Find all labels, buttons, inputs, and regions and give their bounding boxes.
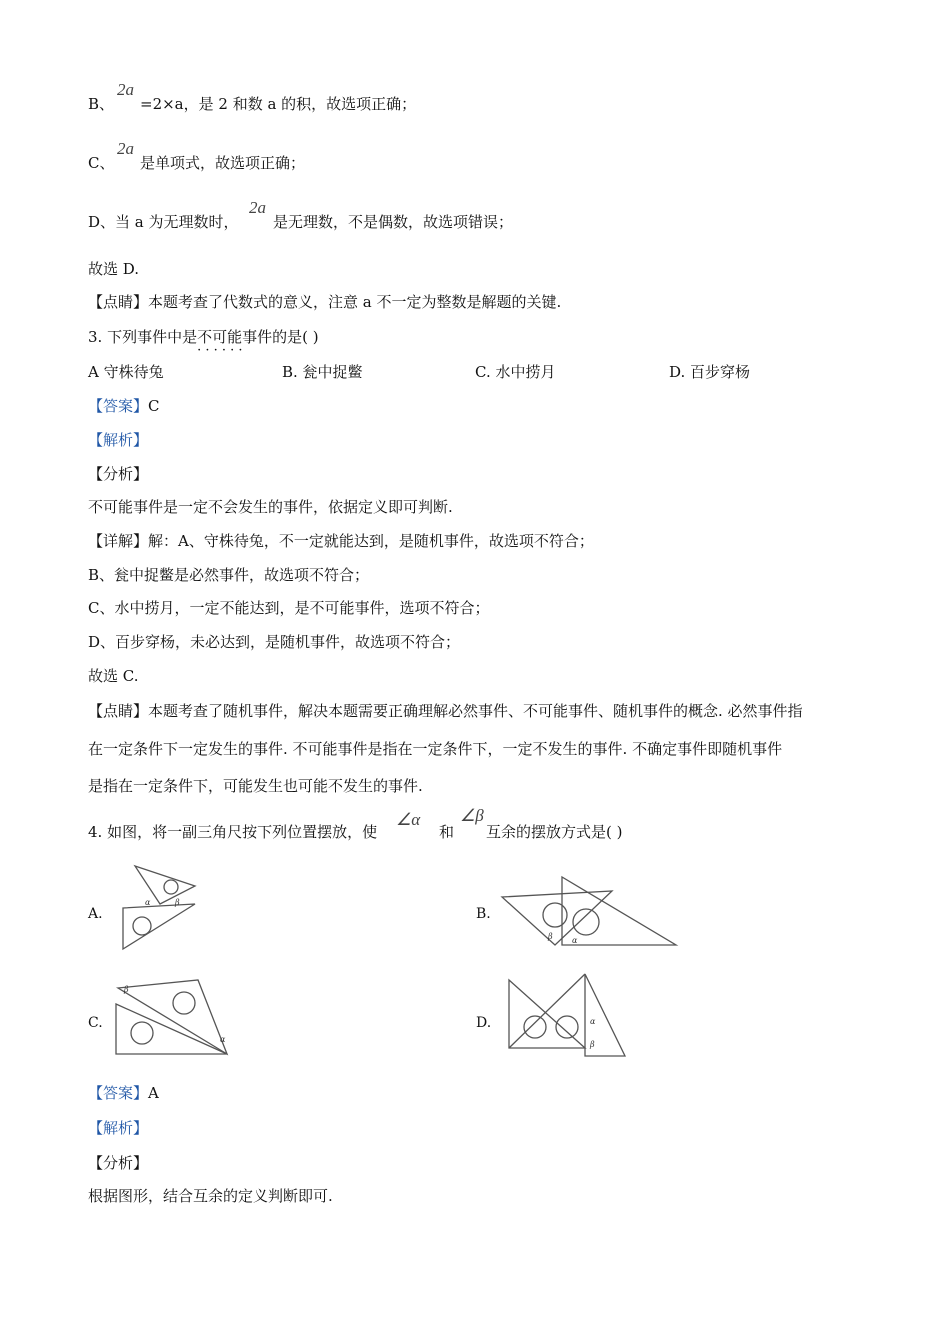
q4-answer-value: A [148,1084,159,1102]
q2-c-text: 是单项式，故选项正确； [140,154,306,172]
fig-d-beta: β [590,1040,595,1049]
q4-answer [88,1083,159,1103]
fig-a-beta: β [175,898,180,907]
q4-alpha: ∠α [396,810,421,829]
q2-b-text: =2×a，是 2 和数 a 的积，故选项正确； [140,95,417,113]
fig-a-triangle-top [135,866,195,904]
q2-comment: 【点睛】本题考查了代数式的意义，注意 a 不一定为整数是解题的关键. [88,293,562,311]
q2-d-prefix: D、当 a 为无理数时， [88,213,239,231]
q3-option-b: B. 瓮中捉鳖 [282,363,363,381]
fig-b-triangle-left [502,891,612,945]
fig-d-label: D. [476,1015,492,1031]
fig-b-circle-right [573,909,599,935]
q2-d-math: 2a [249,198,266,217]
q3-answer [88,396,160,416]
q3-fenxi-tag: 【分析】 [88,465,149,483]
q2-b-prefix: B、 [88,95,115,113]
fig-c-beta: β [124,985,129,994]
q4-beta: ∠β [460,806,484,825]
fig-d-hypotenuse [509,974,585,1048]
fig-d-circle-right [556,1016,578,1038]
q2-conclusion: 故选 D. [88,260,140,278]
fig-a-circle-bottom [133,917,151,935]
fig-c-triangle-upper [118,980,227,1054]
q4-fenxi-tag: 【分析】 [88,1154,149,1172]
q3-fenxi-text: 不可能事件是一定不会发生的事件，依据定义即可判断. [88,498,453,516]
figure-a [115,864,205,954]
q3-comment-3: 是指在一定条件下，可能发生也可能不发生的事件. [88,777,423,795]
q4-fenxi-text: 根据图形，结合互余的定义判断即可. [88,1187,333,1205]
q3-stem-emphasis: 不可能事件 · · [197,328,272,346]
q3-stem-post: 的是( ) [272,328,319,346]
q2-c-prefix: C、 [88,154,115,172]
q3-stem [88,327,319,347]
fig-b-beta: β [548,932,553,941]
q3-answer-tag: 【答案】 [88,397,149,415]
fig-a-triangle-bottom [123,904,195,949]
q3-analysis-tag: 【解析】 [88,431,149,449]
q3-answer-value: C [148,397,160,415]
q3-stem-pre: 3. 下列事件中是 [88,328,198,346]
q3-comment-2: 在一定条件下一定发生的事件. 不可能事件是指在一定条件下，一定不发生的事件. 不确定事件即随机事件 [88,740,783,758]
fig-d-alpha: α [590,1017,596,1026]
q4-stem-pre: 4. 如图，将一副三角尺按下列位置摆放，使 [88,823,378,841]
fig-b-alpha: α [572,936,578,945]
fig-a-alpha: α [145,898,151,907]
q2-c-math: 2a [117,139,134,158]
q3-conclusion: 故选 C. [88,667,139,685]
fig-d-circle-left [524,1016,546,1038]
q3-comment-1: 【点睛】本题考查了随机事件，解决本题需要正确理解必然事件、不可能事件、随机事件的概念. 必然事件指 [88,702,803,720]
fig-b-label: B. [476,906,491,922]
figure-c [112,978,232,1060]
q3-option-d: D. 百步穿杨 [669,363,751,381]
q4-stem-mid: 和 [439,823,455,841]
fig-c-label: C. [88,1015,103,1031]
q3-detail: 【详解】解：A、守株待兔，不一定就能达到，是随机事件，故选项不符合； [88,532,594,550]
q2-b-math: 2a [117,80,134,99]
q4-stem-post: 互余的摆放方式是( ) [486,823,623,841]
fig-a-label: A. [88,906,103,922]
q3-option-c: C. 水中捞月 [475,363,556,381]
fig-b-circle-left [543,903,567,927]
fig-c-circle-lower [131,1022,153,1044]
q2-d-text: 是无理数，不是偶数，故选项错误； [273,213,514,231]
q3-line-d: D、百步穿杨，未必达到，是随机事件，故选项不符合； [88,633,461,651]
q4-answer-tag: 【答案】 [88,1084,149,1102]
q4-analysis-tag: 【解析】 [88,1119,149,1137]
q3-option-a: A 守株待兔 [88,363,164,381]
fig-c-circle-upper [173,992,195,1014]
fig-a-circle-top [164,880,178,894]
figure-d [505,972,630,1060]
q3-line-c: C、水中捞月，一定不能达到，是不可能事件，选项不符合； [88,599,490,617]
q3-line-b: B、瓮中捉鳖是必然事件，故选项不符合； [88,566,370,584]
figure-b [500,875,680,950]
fig-c-alpha: α [220,1035,226,1044]
